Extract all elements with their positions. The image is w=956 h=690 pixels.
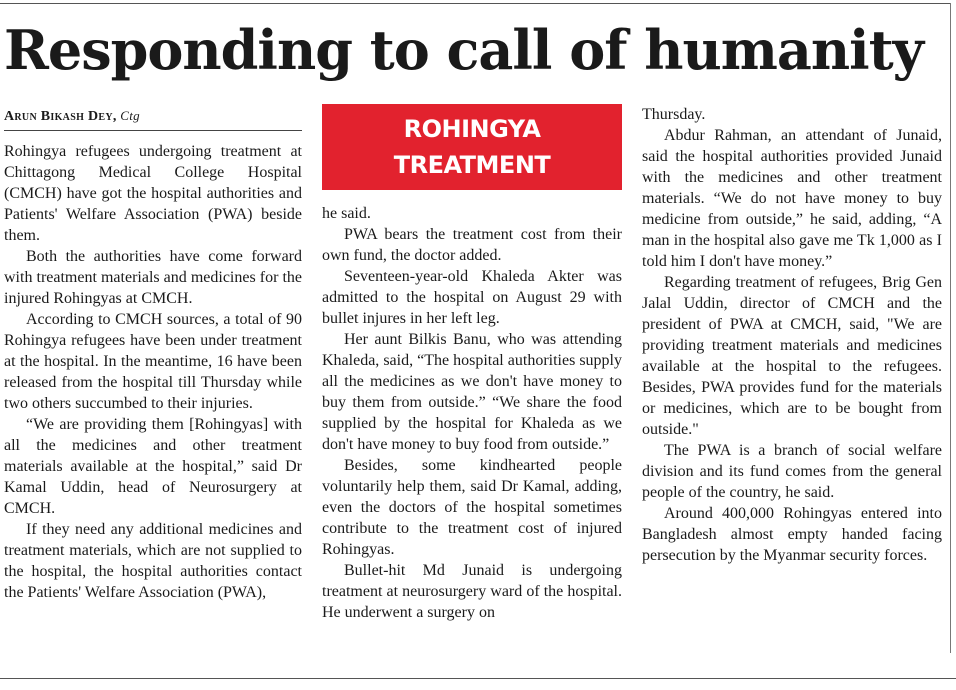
right-rule — [950, 3, 951, 653]
article-column-1 — [4, 141, 302, 603]
bottom-rule — [0, 678, 956, 679]
top-rule — [0, 3, 950, 4]
section-label-line-2: AT CMCH — [413, 187, 531, 215]
byline — [4, 106, 302, 127]
section-label-line-1: ROHINGYA TREATMENT — [393, 115, 551, 179]
paragraph: Regarding treatment of refugees, Brig Gen Jalal Uddin, director of CMCH and the president of PWA at CMCH, said, "We are providing treatment materials and medicines available at the hospital to the refugees. Besides, PWA provides fund for the materials or medicines, which are to be bought from outside." — [642, 274, 942, 438]
paragraph: Abdur Rahman, an attendant of Junaid, said the hospital authorities provided Junaid with the medicines and other treatment materials. “We do not have money to buy medicine from outside,” he said, adding, “A man in the hospital also gave me Tk 1,000 as I told him I don't have money.” — [642, 127, 942, 270]
paragraph: If they need any additional medicines and treatment materials, which are not supplied to the hospital, the hospital authorities contact the Patients' Welfare Association (PWA), — [4, 521, 302, 601]
paragraph: Around 400,000 Rohingyas entered into Bangladesh almost empty handed facing persecution by the Myanmar security forces. — [642, 505, 942, 564]
article-column-3 — [642, 104, 942, 566]
paragraph: Bullet-hit Md Junaid is undergoing treatment at neurosurgery ward of the hospital. He underwent a surgery on — [322, 562, 622, 621]
byline-name: Arun Bikash Dey, — [4, 109, 117, 124]
headline: Responding to call of humanity — [4, 18, 924, 82]
paragraph: Besides, some kindhearted people voluntarily help them, said Dr Kamal, adding, even the doctors of the hospital sometimes contribute to the treatment cost of injured Rohingyas. — [322, 457, 622, 558]
paragraph: Seventeen-year-old Khaleda Akter was admitted to the hospital on August 29 with bullet injures in her left leg. — [322, 268, 622, 327]
paragraph: “We are providing them [Rohingyas] with all the medicines and other treatment materials available at the hospital,” said Dr Kamal Uddin, head of Neurosurgery at CMCH. — [4, 416, 302, 517]
paragraph: Thursday. — [642, 106, 706, 123]
paragraph: Her aunt Bilkis Banu, who was attending Khaleda, said, “The hospital authorities supply all the medicines as we don't have money to buy them from outside.” “We share the food supplied by the hospital for Khaleda as we don't have money to buy food from outside.” — [322, 331, 622, 453]
byline-rule — [4, 130, 302, 131]
paragraph: PWA bears the treatment cost from their own fund, the doctor added. — [322, 226, 622, 264]
paragraph: According to CMCH sources, a total of 90 Rohingya refugees have been under treatment at the hospital. In the meantime, 16 have been released from the hospital till Thursday while two others succumbed to their injuries. — [4, 311, 302, 412]
paragraph: Rohingya refugees undergoing treatment at Chittagong Medical College Hospital (CMCH) have got the hospital authorities and Patients' Welfare Association (PWA) beside them. — [4, 143, 302, 244]
byline-location: Ctg — [120, 108, 140, 123]
paragraph: Both the authorities have come forward with treatment materials and medicines for the injured Rohingyas at CMCH. — [4, 248, 302, 307]
paragraph: The PWA is a branch of social welfare division and its fund comes from the general people of the country, he said. — [642, 442, 942, 501]
article-column-2 — [322, 203, 622, 623]
paragraph: he said. — [322, 205, 371, 222]
